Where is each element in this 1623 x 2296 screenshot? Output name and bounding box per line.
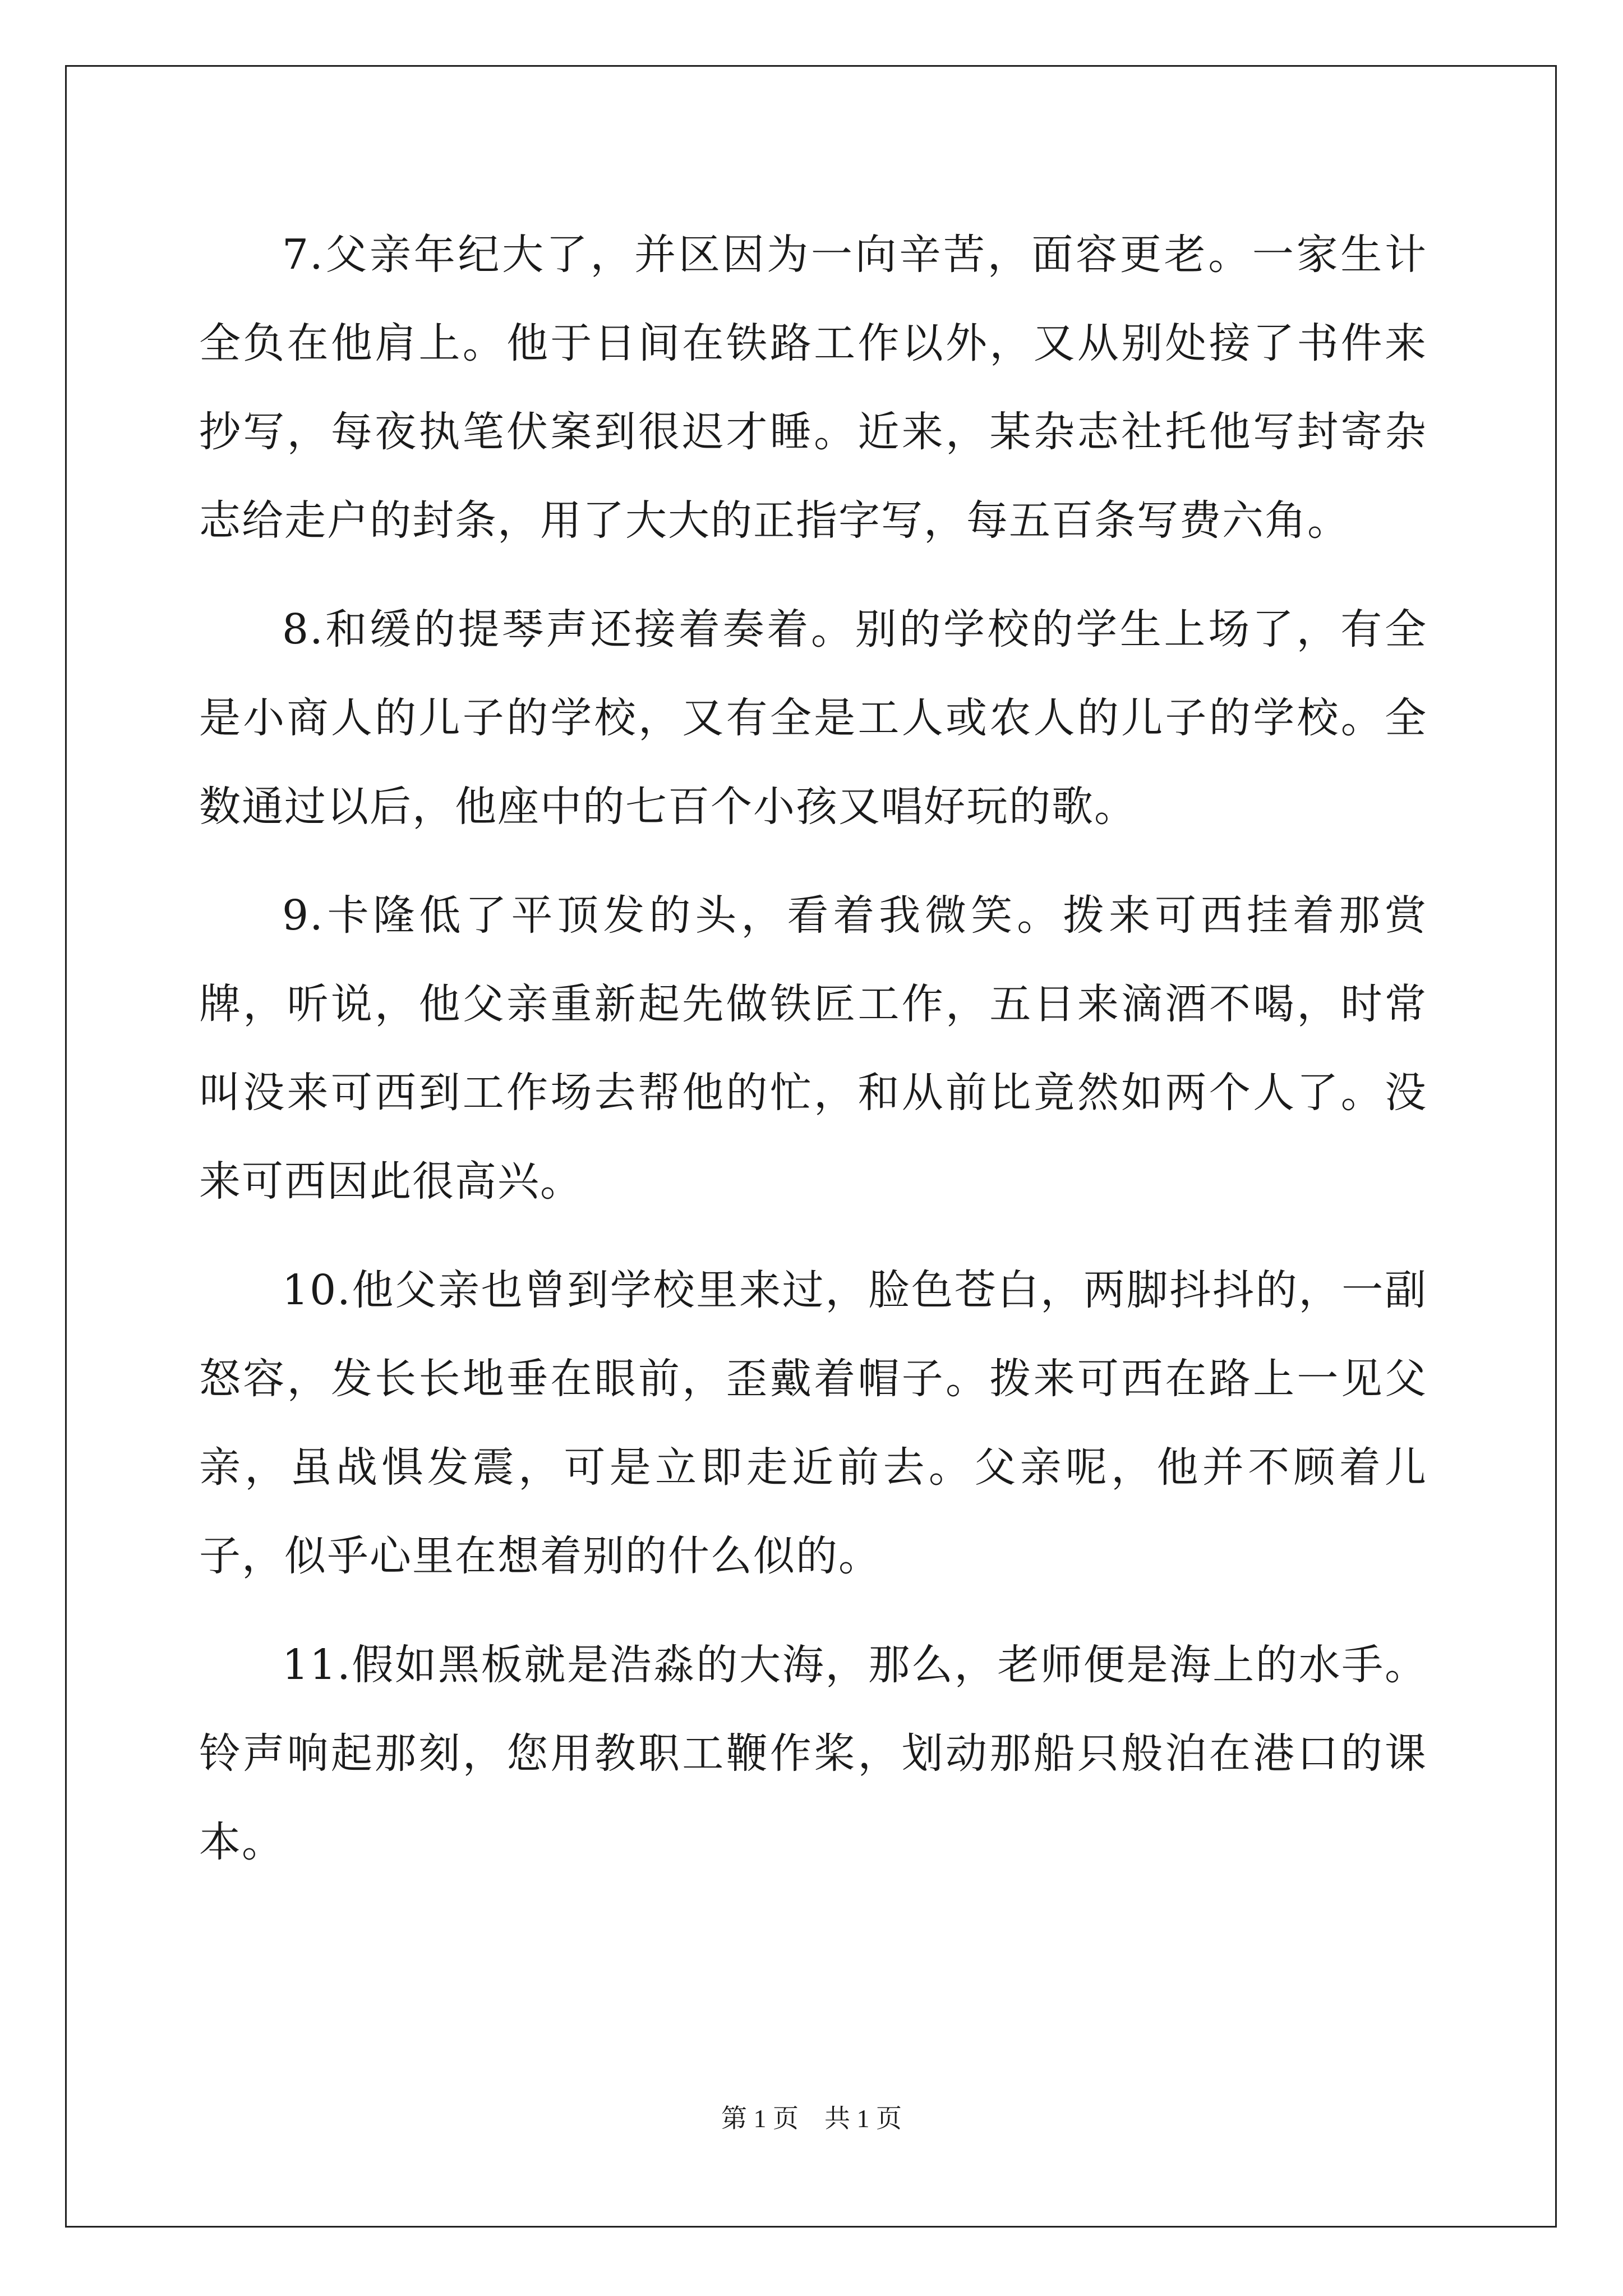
- paragraph-9: 9.卡隆低了平顶发的头，看着我微笑。拨来可西挂着那赏牌，听说，他父亲重新起先做铁匠工作，五日来滴酒不喝，时常叫没来可西到工作场去帮他的忙，和从前比竟然如两个人了。没来可西因此很高兴。: [199, 891, 1427, 1205]
- page-total: 共 1 页: [824, 2104, 902, 2133]
- page-footer: [0, 2098, 1623, 2135]
- paragraph-7: 7.父亲年纪大了，并区因为一向辛苦，面容更老。一家生计全负在他肩上。他于日间在铁路工作以外，又从别处接了书件来抄写，每夜执笔伏案到很迟才睡。近来，某杂志社托他写封寄杂志给走户的封条，用了大大的正指字写，每五百条写费六角。: [199, 231, 1427, 545]
- document-body: [199, 210, 1427, 1907]
- paragraph-8: 8.和缓的提琴声还接着奏着。别的学校的学生上场了，有全是小商人的儿子的学校，又有全是工人或农人的儿子的学校。全数通过以后，他座中的七百个小孩又唱好玩的歌。: [199, 605, 1427, 831]
- paragraph-11: 11.假如黑板就是浩淼的大海，那么，老师便是海上的水手。铃声响起那刻，您用教职工鞭作桨，划动那船只般泊在港口的课本。: [199, 1641, 1427, 1866]
- paragraph-10: 10.他父亲也曾到学校里来过，脸色苍白，两脚抖抖的，一副怒容，发长长地垂在眼前，歪戴着帽子。拨来可西在路上一见父亲，虽战惧发震，可是立即走近前去。父亲呢，他并不顾着儿子，似乎心里在想着别的什么似的。: [199, 1266, 1427, 1580]
- page-number: 第 1 页: [721, 2104, 799, 2133]
